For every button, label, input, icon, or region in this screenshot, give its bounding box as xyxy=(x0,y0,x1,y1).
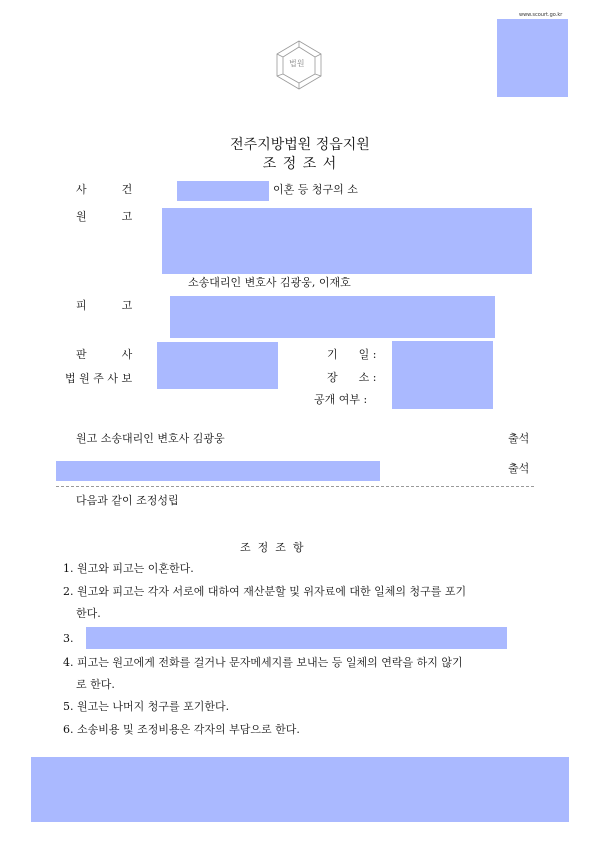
mediation-result: 다음과 같이 조정성립 xyxy=(76,494,179,507)
place-label: 장 소 : xyxy=(327,371,377,384)
court-name-title: 전주지방법원 정읍지원 xyxy=(230,137,370,153)
plaintiff-rep-attendance: 원고 소송대리인 변호사 김광웅 xyxy=(76,432,225,445)
divider-dashed-line xyxy=(56,486,534,487)
term-item-2-line-1: 2. 원고와 피고는 각자 서로에 대하여 재산분할 및 위자료에 대한 일체의 청구를 포기 xyxy=(63,585,467,598)
court-seal-emblem xyxy=(271,38,327,92)
plaintiff-attorney: 소송대리인 변호사 김광웅, 이재호 xyxy=(188,276,351,289)
redaction-date-place xyxy=(392,341,493,409)
term-item-3: 3. xyxy=(63,632,74,645)
attendance-status-1: 출석 xyxy=(508,432,530,445)
case-name: 이혼 등 청구의 소 xyxy=(273,183,358,196)
case-label: 사 건 xyxy=(76,183,133,196)
redaction-term-3 xyxy=(86,627,507,649)
term-item-4-line-2: 로 한다. xyxy=(76,678,115,691)
attendance-status-2: 출석 xyxy=(508,462,530,475)
seal-text: 법원 xyxy=(289,59,305,68)
clerk-label: 법 원 주 사 보 xyxy=(65,372,133,385)
judge-label: 판 사 xyxy=(76,348,133,361)
redaction-defendant-attendance xyxy=(56,461,380,481)
term-item-5: 5. 원고는 나머지 청구를 포기한다. xyxy=(63,700,230,713)
defendant-label: 피 고 xyxy=(76,299,133,312)
term-item-1: 1. 원고와 피고는 이혼한다. xyxy=(63,562,194,575)
redaction-defendant xyxy=(170,296,495,338)
terms-heading: 조 정 조 항 xyxy=(240,541,304,554)
document-title: 조 정 조 서 xyxy=(262,156,338,172)
public-label: 공개 여부 : xyxy=(314,393,368,406)
date-label: 기 일 : xyxy=(327,348,377,361)
redaction-case-number xyxy=(177,181,269,201)
court-website-url: www.scourt.go.kr xyxy=(519,12,563,18)
plaintiff-label: 원 고 xyxy=(76,210,133,223)
term-item-2-line-2: 한다. xyxy=(76,607,101,620)
redaction-judge-clerk xyxy=(157,342,278,389)
term-item-6: 6. 소송비용 및 조정비용은 각자의 부담으로 한다. xyxy=(63,723,300,736)
term-item-4-line-1: 4. 피고는 원고에게 전화를 걸거나 문자메세지를 보내는 등 일체의 연락을 하지 않기 xyxy=(63,656,463,669)
redaction-bottom-block xyxy=(31,757,569,822)
redaction-plaintiff xyxy=(162,208,532,274)
redaction-block-top-right xyxy=(497,19,568,97)
